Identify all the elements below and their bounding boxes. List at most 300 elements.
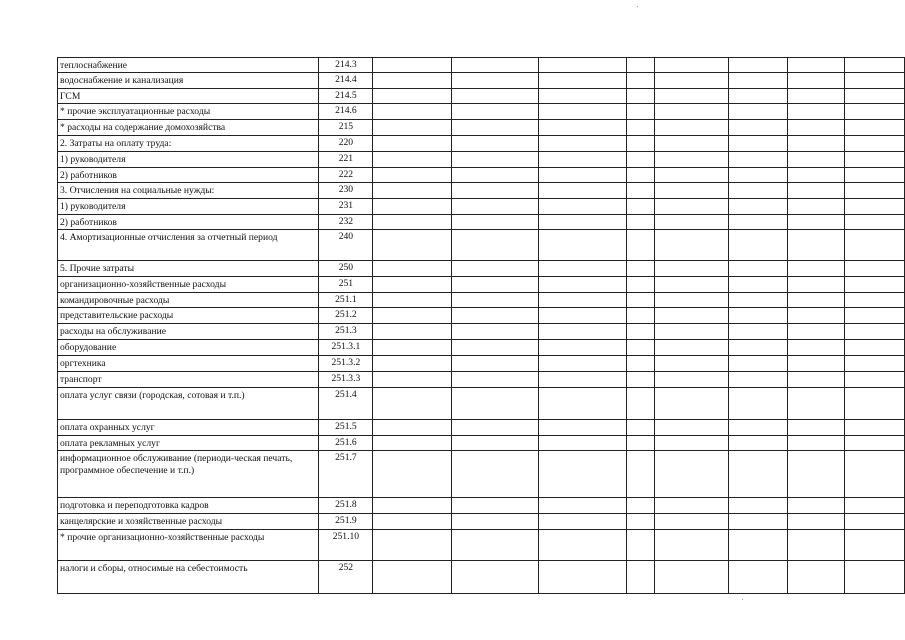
empty-cell	[845, 436, 905, 451]
empty-cell	[655, 104, 729, 120]
empty-cell	[729, 215, 788, 230]
empty-cell	[655, 561, 729, 594]
empty-cell	[845, 514, 905, 530]
table-row	[58, 324, 905, 340]
row-label: 1) руководителя	[58, 199, 319, 215]
empty-cell	[655, 58, 729, 73]
empty-cell	[373, 514, 451, 530]
row-label: подготовка и переподготовка кадров	[58, 498, 319, 514]
empty-cell	[788, 451, 845, 498]
empty-cell	[539, 120, 627, 136]
row-label: оплата услуг связи (городская, сотовая и т.п.)	[58, 388, 319, 420]
empty-cell	[373, 183, 451, 199]
empty-cell	[845, 293, 905, 308]
row-code: 251.4	[319, 388, 373, 420]
empty-cell	[788, 136, 845, 152]
empty-cell	[627, 388, 655, 420]
empty-cell	[539, 230, 627, 261]
empty-cell	[373, 420, 451, 436]
empty-cell	[655, 152, 729, 168]
empty-cell	[373, 308, 451, 324]
empty-cell	[627, 183, 655, 199]
empty-cell	[451, 215, 539, 230]
empty-cell	[845, 388, 905, 420]
empty-cell	[539, 324, 627, 340]
empty-cell	[627, 58, 655, 73]
empty-cell	[627, 324, 655, 340]
empty-cell	[451, 324, 539, 340]
empty-cell	[373, 388, 451, 420]
empty-cell	[539, 104, 627, 120]
empty-cell	[729, 168, 788, 183]
row-label: организационно-хозяйственные расходы	[58, 277, 319, 293]
row-code: 251.3.3	[319, 372, 373, 388]
table-row	[58, 168, 905, 183]
table-row	[58, 104, 905, 120]
row-code: 214.6	[319, 104, 373, 120]
row-label: расходы на обслуживание	[58, 324, 319, 340]
scan-speck	[742, 599, 743, 600]
empty-cell	[451, 340, 539, 356]
empty-cell	[627, 420, 655, 436]
empty-cell	[539, 451, 627, 498]
empty-cell	[373, 120, 451, 136]
empty-cell	[451, 261, 539, 277]
empty-cell	[655, 215, 729, 230]
empty-cell	[627, 561, 655, 594]
row-code: 221	[319, 152, 373, 168]
empty-cell	[729, 340, 788, 356]
empty-cell	[845, 498, 905, 514]
row-code: 250	[319, 261, 373, 277]
empty-cell	[373, 168, 451, 183]
empty-cell	[627, 514, 655, 530]
table-row	[58, 530, 905, 561]
empty-cell	[539, 277, 627, 293]
row-label: 3. Отчисления на социальные нужды:	[58, 183, 319, 199]
empty-cell	[845, 372, 905, 388]
empty-cell	[373, 340, 451, 356]
empty-cell	[655, 308, 729, 324]
empty-cell	[373, 104, 451, 120]
empty-cell	[451, 183, 539, 199]
empty-cell	[729, 199, 788, 215]
empty-cell	[655, 530, 729, 561]
empty-cell	[373, 530, 451, 561]
empty-cell	[788, 168, 845, 183]
empty-cell	[373, 261, 451, 277]
empty-cell	[373, 451, 451, 498]
row-code: 214.4	[319, 73, 373, 89]
empty-cell	[655, 436, 729, 451]
cost-table-sheet	[57, 57, 905, 594]
empty-cell	[451, 136, 539, 152]
empty-cell	[451, 451, 539, 498]
empty-cell	[729, 89, 788, 104]
cost-table	[57, 57, 905, 594]
empty-cell	[627, 168, 655, 183]
table-row	[58, 420, 905, 436]
empty-cell	[788, 199, 845, 215]
empty-cell	[451, 436, 539, 451]
empty-cell	[451, 120, 539, 136]
table-row	[58, 183, 905, 199]
empty-cell	[451, 168, 539, 183]
row-code: 251	[319, 277, 373, 293]
empty-cell	[655, 89, 729, 104]
empty-cell	[788, 230, 845, 261]
empty-cell	[451, 152, 539, 168]
empty-cell	[627, 293, 655, 308]
empty-cell	[373, 372, 451, 388]
empty-cell	[788, 261, 845, 277]
row-code: 251.6	[319, 436, 373, 451]
empty-cell	[788, 152, 845, 168]
empty-cell	[845, 120, 905, 136]
empty-cell	[729, 293, 788, 308]
empty-cell	[627, 308, 655, 324]
row-code: 240	[319, 230, 373, 261]
row-code: 251.10	[319, 530, 373, 561]
table-row	[58, 152, 905, 168]
table-row	[58, 136, 905, 152]
row-label: оргтехника	[58, 356, 319, 372]
row-code: 251.1	[319, 293, 373, 308]
empty-cell	[451, 498, 539, 514]
row-label: налоги и сборы, относимые на себестоимость	[58, 561, 319, 594]
table-row	[58, 356, 905, 372]
table-row	[58, 89, 905, 104]
row-label: оплата рекламных услуг	[58, 436, 319, 451]
empty-cell	[729, 261, 788, 277]
row-label: * прочие организационно-хозяйственные расходы	[58, 530, 319, 561]
empty-cell	[451, 104, 539, 120]
empty-cell	[655, 261, 729, 277]
empty-cell	[627, 277, 655, 293]
empty-cell	[845, 89, 905, 104]
empty-cell	[788, 183, 845, 199]
empty-cell	[655, 136, 729, 152]
empty-cell	[451, 293, 539, 308]
empty-cell	[729, 498, 788, 514]
empty-cell	[627, 215, 655, 230]
empty-cell	[729, 530, 788, 561]
empty-cell	[729, 152, 788, 168]
empty-cell	[729, 372, 788, 388]
empty-cell	[451, 199, 539, 215]
table-row	[58, 58, 905, 73]
empty-cell	[655, 388, 729, 420]
empty-cell	[373, 199, 451, 215]
empty-cell	[451, 277, 539, 293]
empty-cell	[373, 230, 451, 261]
empty-cell	[451, 356, 539, 372]
empty-cell	[788, 561, 845, 594]
empty-cell	[373, 136, 451, 152]
empty-cell	[627, 530, 655, 561]
empty-cell	[627, 356, 655, 372]
table-row	[58, 73, 905, 89]
empty-cell	[788, 215, 845, 230]
row-label: транспорт	[58, 372, 319, 388]
table-row	[58, 120, 905, 136]
empty-cell	[729, 183, 788, 199]
scan-speck	[637, 6, 638, 7]
empty-cell	[539, 73, 627, 89]
empty-cell	[788, 73, 845, 89]
empty-cell	[845, 324, 905, 340]
empty-cell	[373, 277, 451, 293]
row-code: 251.5	[319, 420, 373, 436]
empty-cell	[539, 215, 627, 230]
empty-cell	[788, 308, 845, 324]
table-body	[58, 58, 905, 594]
empty-cell	[451, 230, 539, 261]
table-row	[58, 372, 905, 388]
row-label: информационное обслуживание (периоди-ческая печать, программное обеспечение и т.п.)	[58, 451, 319, 498]
empty-cell	[845, 215, 905, 230]
empty-cell	[788, 436, 845, 451]
empty-cell	[655, 168, 729, 183]
table-row	[58, 199, 905, 215]
row-code: 220	[319, 136, 373, 152]
empty-cell	[788, 324, 845, 340]
table-row	[58, 451, 905, 498]
empty-cell	[845, 261, 905, 277]
empty-cell	[627, 436, 655, 451]
empty-cell	[627, 136, 655, 152]
empty-cell	[788, 340, 845, 356]
empty-cell	[729, 120, 788, 136]
empty-cell	[627, 152, 655, 168]
empty-cell	[729, 58, 788, 73]
empty-cell	[655, 372, 729, 388]
empty-cell	[451, 58, 539, 73]
empty-cell	[539, 340, 627, 356]
empty-cell	[729, 561, 788, 594]
table-row	[58, 514, 905, 530]
empty-cell	[373, 293, 451, 308]
empty-cell	[451, 89, 539, 104]
row-code: 251.3.2	[319, 356, 373, 372]
row-label: канцелярские и хозяйственные расходы	[58, 514, 319, 530]
empty-cell	[729, 436, 788, 451]
empty-cell	[655, 73, 729, 89]
empty-cell	[539, 152, 627, 168]
empty-cell	[627, 89, 655, 104]
empty-cell	[788, 293, 845, 308]
row-code: 231	[319, 199, 373, 215]
empty-cell	[451, 561, 539, 594]
empty-cell	[539, 420, 627, 436]
empty-cell	[655, 183, 729, 199]
empty-cell	[845, 199, 905, 215]
table-row	[58, 277, 905, 293]
empty-cell	[451, 73, 539, 89]
empty-cell	[655, 324, 729, 340]
empty-cell	[373, 58, 451, 73]
empty-cell	[539, 136, 627, 152]
row-label: 2) работников	[58, 215, 319, 230]
row-code: 251.7	[319, 451, 373, 498]
row-code: 222	[319, 168, 373, 183]
empty-cell	[451, 530, 539, 561]
empty-cell	[788, 514, 845, 530]
empty-cell	[373, 152, 451, 168]
empty-cell	[729, 324, 788, 340]
empty-cell	[539, 183, 627, 199]
empty-cell	[845, 152, 905, 168]
table-row	[58, 388, 905, 420]
empty-cell	[729, 136, 788, 152]
empty-cell	[539, 561, 627, 594]
empty-cell	[655, 230, 729, 261]
empty-cell	[729, 230, 788, 261]
empty-cell	[845, 340, 905, 356]
empty-cell	[627, 498, 655, 514]
empty-cell	[729, 73, 788, 89]
empty-cell	[373, 215, 451, 230]
empty-cell	[451, 372, 539, 388]
empty-cell	[627, 372, 655, 388]
empty-cell	[539, 514, 627, 530]
row-label: оплата охранных услуг	[58, 420, 319, 436]
empty-cell	[729, 420, 788, 436]
empty-cell	[729, 104, 788, 120]
row-label: командировочные расходы	[58, 293, 319, 308]
empty-cell	[655, 498, 729, 514]
table-row	[58, 261, 905, 277]
empty-cell	[655, 120, 729, 136]
empty-cell	[539, 498, 627, 514]
row-label: 1) руководителя	[58, 152, 319, 168]
empty-cell	[539, 356, 627, 372]
row-code: 215	[319, 120, 373, 136]
empty-cell	[539, 58, 627, 73]
empty-cell	[655, 293, 729, 308]
empty-cell	[788, 120, 845, 136]
table-row	[58, 561, 905, 594]
empty-cell	[845, 277, 905, 293]
row-label: оборудование	[58, 340, 319, 356]
empty-cell	[788, 388, 845, 420]
row-label: 2. Затраты на оплату труда:	[58, 136, 319, 152]
empty-cell	[451, 514, 539, 530]
empty-cell	[539, 293, 627, 308]
empty-cell	[655, 277, 729, 293]
empty-cell	[729, 277, 788, 293]
row-code: 214.3	[319, 58, 373, 73]
empty-cell	[655, 420, 729, 436]
row-label: теплоснабжение	[58, 58, 319, 73]
row-label: водоснабжение и канализация	[58, 73, 319, 89]
empty-cell	[845, 183, 905, 199]
row-label: 5. Прочие затраты	[58, 261, 319, 277]
empty-cell	[788, 530, 845, 561]
table-row	[58, 436, 905, 451]
empty-cell	[373, 436, 451, 451]
empty-cell	[729, 451, 788, 498]
empty-cell	[373, 356, 451, 372]
empty-cell	[845, 530, 905, 561]
empty-cell	[373, 89, 451, 104]
row-code: 251.9	[319, 514, 373, 530]
row-label: представительские расходы	[58, 308, 319, 324]
empty-cell	[627, 73, 655, 89]
row-label: * расходы на содержание домохозяйства	[58, 120, 319, 136]
table-row	[58, 498, 905, 514]
row-label: 4. Амортизационные отчисления за отчетный период	[58, 230, 319, 261]
empty-cell	[845, 230, 905, 261]
empty-cell	[373, 498, 451, 514]
empty-cell	[845, 420, 905, 436]
empty-cell	[655, 340, 729, 356]
row-code: 251.8	[319, 498, 373, 514]
empty-cell	[788, 58, 845, 73]
empty-cell	[788, 104, 845, 120]
empty-cell	[788, 420, 845, 436]
row-label: 2) работников	[58, 168, 319, 183]
empty-cell	[845, 73, 905, 89]
empty-cell	[845, 58, 905, 73]
empty-cell	[539, 168, 627, 183]
empty-cell	[451, 308, 539, 324]
empty-cell	[655, 451, 729, 498]
empty-cell	[539, 436, 627, 451]
table-row	[58, 293, 905, 308]
empty-cell	[627, 261, 655, 277]
empty-cell	[655, 356, 729, 372]
row-label: * прочие эксплуатационные расходы	[58, 104, 319, 120]
empty-cell	[845, 104, 905, 120]
row-code: 232	[319, 215, 373, 230]
row-code: 251.3	[319, 324, 373, 340]
empty-cell	[729, 388, 788, 420]
empty-cell	[729, 308, 788, 324]
row-code: 251.2	[319, 308, 373, 324]
empty-cell	[373, 324, 451, 340]
empty-cell	[729, 514, 788, 530]
empty-cell	[655, 514, 729, 530]
table-row	[58, 340, 905, 356]
empty-cell	[627, 104, 655, 120]
empty-cell	[539, 261, 627, 277]
empty-cell	[539, 199, 627, 215]
empty-cell	[539, 530, 627, 561]
empty-cell	[845, 136, 905, 152]
empty-cell	[451, 388, 539, 420]
empty-cell	[627, 120, 655, 136]
empty-cell	[845, 451, 905, 498]
row-code: 252	[319, 561, 373, 594]
empty-cell	[539, 372, 627, 388]
empty-cell	[788, 356, 845, 372]
empty-cell	[627, 230, 655, 261]
empty-cell	[539, 89, 627, 104]
empty-cell	[845, 168, 905, 183]
row-code: 230	[319, 183, 373, 199]
empty-cell	[788, 89, 845, 104]
empty-cell	[788, 372, 845, 388]
row-code: 251.3.1	[319, 340, 373, 356]
row-label: ГСМ	[58, 89, 319, 104]
empty-cell	[627, 199, 655, 215]
empty-cell	[655, 199, 729, 215]
empty-cell	[373, 561, 451, 594]
empty-cell	[845, 356, 905, 372]
table-row	[58, 230, 905, 261]
table-row	[58, 308, 905, 324]
